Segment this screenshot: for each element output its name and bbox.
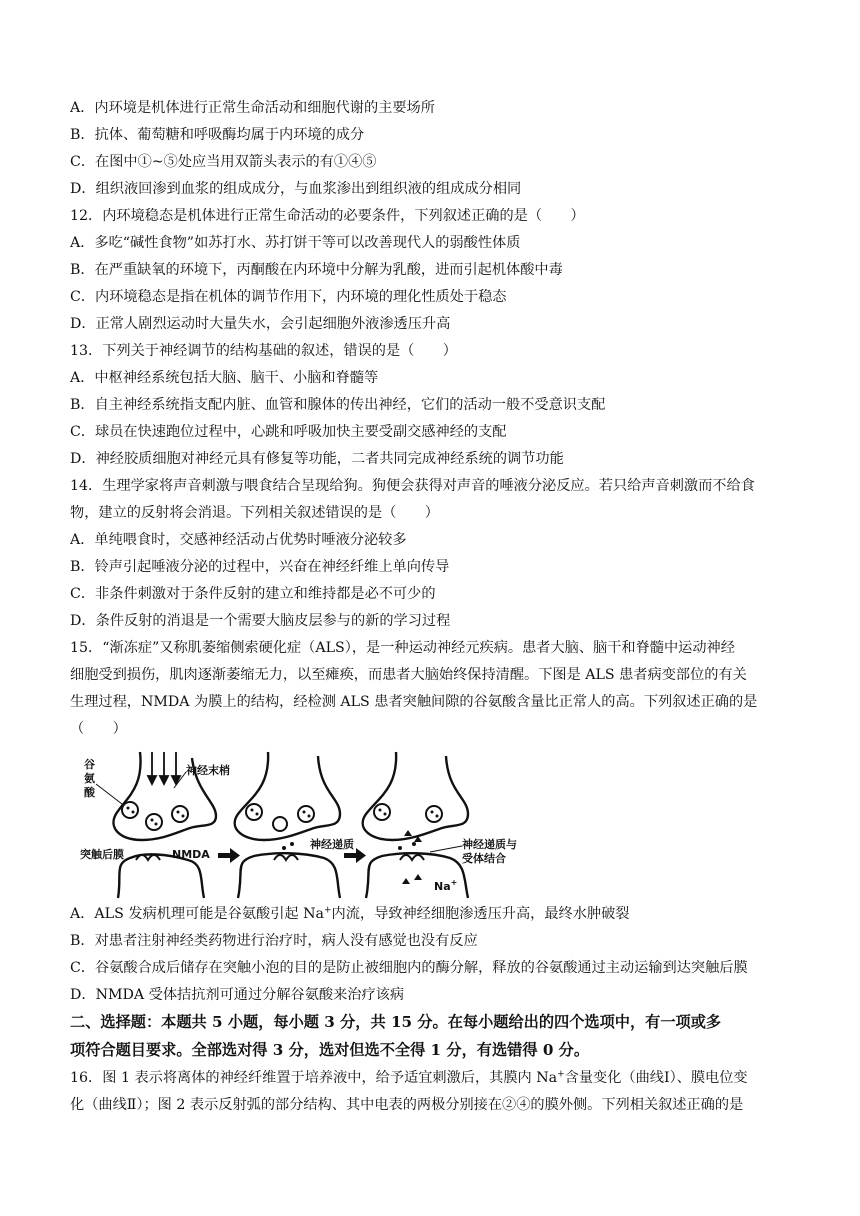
label-glu-3: 酸 <box>84 786 95 799</box>
synapse-diagram <box>78 748 538 900</box>
section2-heading-line2: 项符合题目要求。全部选对得 3 分，选对但选不全得 1 分，有选错得 0 分。 <box>70 1041 590 1059</box>
label-binding-1: 神经递质与 <box>462 838 517 851</box>
q15-stem-line2: 细胞受到损伤，肌肉逐渐萎缩无力，以至瘫痪，而患者大脑始终保持清醒。下图是 ALS 患者病变部位的有关 <box>70 667 747 683</box>
q15-option-d: D．NMDA 受体拮抗剂可通过分解谷氨酸来治疗该病 <box>70 987 405 1003</box>
q14-stem-line2: 物，建立的反射将会消退。下列相关叙述错误的是（ ） <box>70 505 439 521</box>
q15-stem-line1: 15．“渐冻症”又称肌萎缩侧索硬化症（ALS），是一种运动神经元疾病。患者大脑、脑干和脊髓中运动神经 <box>70 640 735 656</box>
q12-option-b: B．在严重缺氧的环境下，丙酮酸在内环境中分解为乳酸，进而引起机体酸中毒 <box>70 262 563 278</box>
label-nmda: NMDA <box>172 848 210 861</box>
q12-option-c: C．内环境稳态是指在机体的调节作用下，内环境的理化性质处于稳态 <box>70 289 507 305</box>
q14-option-c: C．非条件刺激对于条件反射的建立和维持都是必不可少的 <box>70 586 436 602</box>
q12-option-d: D．正常人剧烈运动时大量失水，会引起细胞外液渗透压升高 <box>70 316 451 332</box>
q15-stem-line4: （ ） <box>70 721 127 737</box>
q15-option-b: B．对患者注射神经类药物进行治疗时，病人没有感觉也没有反应 <box>70 933 478 949</box>
q16-stem-line1: 16．图 1 表示将离体的神经纤维置于培养液中，给予适宜刺激后，其膜内 Na+含量变化（曲线Ⅰ）、膜电位变 <box>70 1069 748 1086</box>
label-transmitter: 神经递质 <box>310 838 354 851</box>
q11-option-c: C．在图中①~⑤处应当用双箭头表示的有①④⑤ <box>70 154 377 170</box>
q11-option-b: B．抗体、葡萄糖和呼吸酶均属于内环境的成分 <box>70 127 365 143</box>
section2-heading-line1: 二、选择题：本题共 5 小题，每小题 3 分，共 15 分。在每小题给出的四个选项中，有一项或多 <box>70 1013 722 1031</box>
q14-option-a: A．单纯喂食时，交感神经活动占优势时唾液分泌较多 <box>70 532 407 548</box>
q13-option-a: A．中枢神经系统包括大脑、脑干、小脑和脊髓等 <box>70 370 379 386</box>
stimulus-arrows <box>148 752 180 784</box>
q11-option-d: D．组织液回渗到血浆的组成成分，与血浆渗出到组织液的组成成分相同 <box>70 181 522 197</box>
q13-option-d: D．神经胶质细胞对神经元具有修复等功能，二者共同完成神经系统的调节功能 <box>70 451 564 467</box>
label-glu-2: 氨 <box>84 772 95 785</box>
label-postsynaptic: 突触后膜 <box>80 848 124 861</box>
q14-stem-line1: 14．生理学家将声音刺激与喂食结合呈现给狗。狗便会获得对声音的唾液分泌反应。若只给声音刺激而不给食 <box>70 478 755 494</box>
q12-option-a: A．多吃“碱性食物”如苏打水、苏打饼干等可以改善现代人的弱酸性体质 <box>70 235 521 251</box>
q13-option-b: B．自主神经系统指支配内脏、血管和腺体的传出神经，它们的活动一般不受意识支配 <box>70 397 606 413</box>
q15-option-c: C．谷氨酸合成后储存在突触小泡的目的是防止被细胞内的酶分解，释放的谷氨酸通过主动运输到达突触后膜 <box>70 960 748 976</box>
als-synapse-figure <box>78 748 538 900</box>
label-terminal: 神经末梢 <box>186 764 230 777</box>
q14-option-b: B．铃声引起唾液分泌的过程中，兴奋在神经纤维上单向传导 <box>70 559 450 575</box>
q13-option-c: C．球员在快速跑位过程中，心跳和呼吸加快主要受副交感神经的支配 <box>70 424 507 440</box>
label-na: Na+ <box>434 878 458 893</box>
label-binding-2: 受体结合 <box>462 852 506 865</box>
label-glu-1: 谷 <box>84 758 95 771</box>
q11-option-a: A．内环境是机体进行正常生命活动和细胞代谢的主要场所 <box>70 100 435 116</box>
terminal-3 <box>363 752 468 840</box>
q14-option-d: D．条件反射的消退是一个需要大脑皮层参与的新的学习过程 <box>70 613 451 629</box>
q15-option-a: A．ALS 发病机理可能是谷氨酸引起 Na+内流，导致神经细胞渗透压升高，最终水肿破裂 <box>70 905 630 922</box>
q13-stem: 13．下列关于神经调节的结构基础的叙述，错误的是（ ） <box>70 343 457 359</box>
vesicles <box>122 802 442 831</box>
q16-stem-line2: 化（曲线Ⅱ）；图 2 表示反射弧的部分结构、其中电表的两极分别接在②④的膜外侧。下列相关叙述正确的是 <box>70 1097 744 1113</box>
q12-stem: 12．内环境稳态是机体进行正常生命活动的必要条件，下列叙述正确的是（ ） <box>70 208 585 224</box>
q15-stem-line3: 生理过程，NMDA 为膜上的结构，经检测 ALS 患者突触间隙的谷氨酸含量比正常人的高。下列叙述正确的是 <box>70 694 758 710</box>
